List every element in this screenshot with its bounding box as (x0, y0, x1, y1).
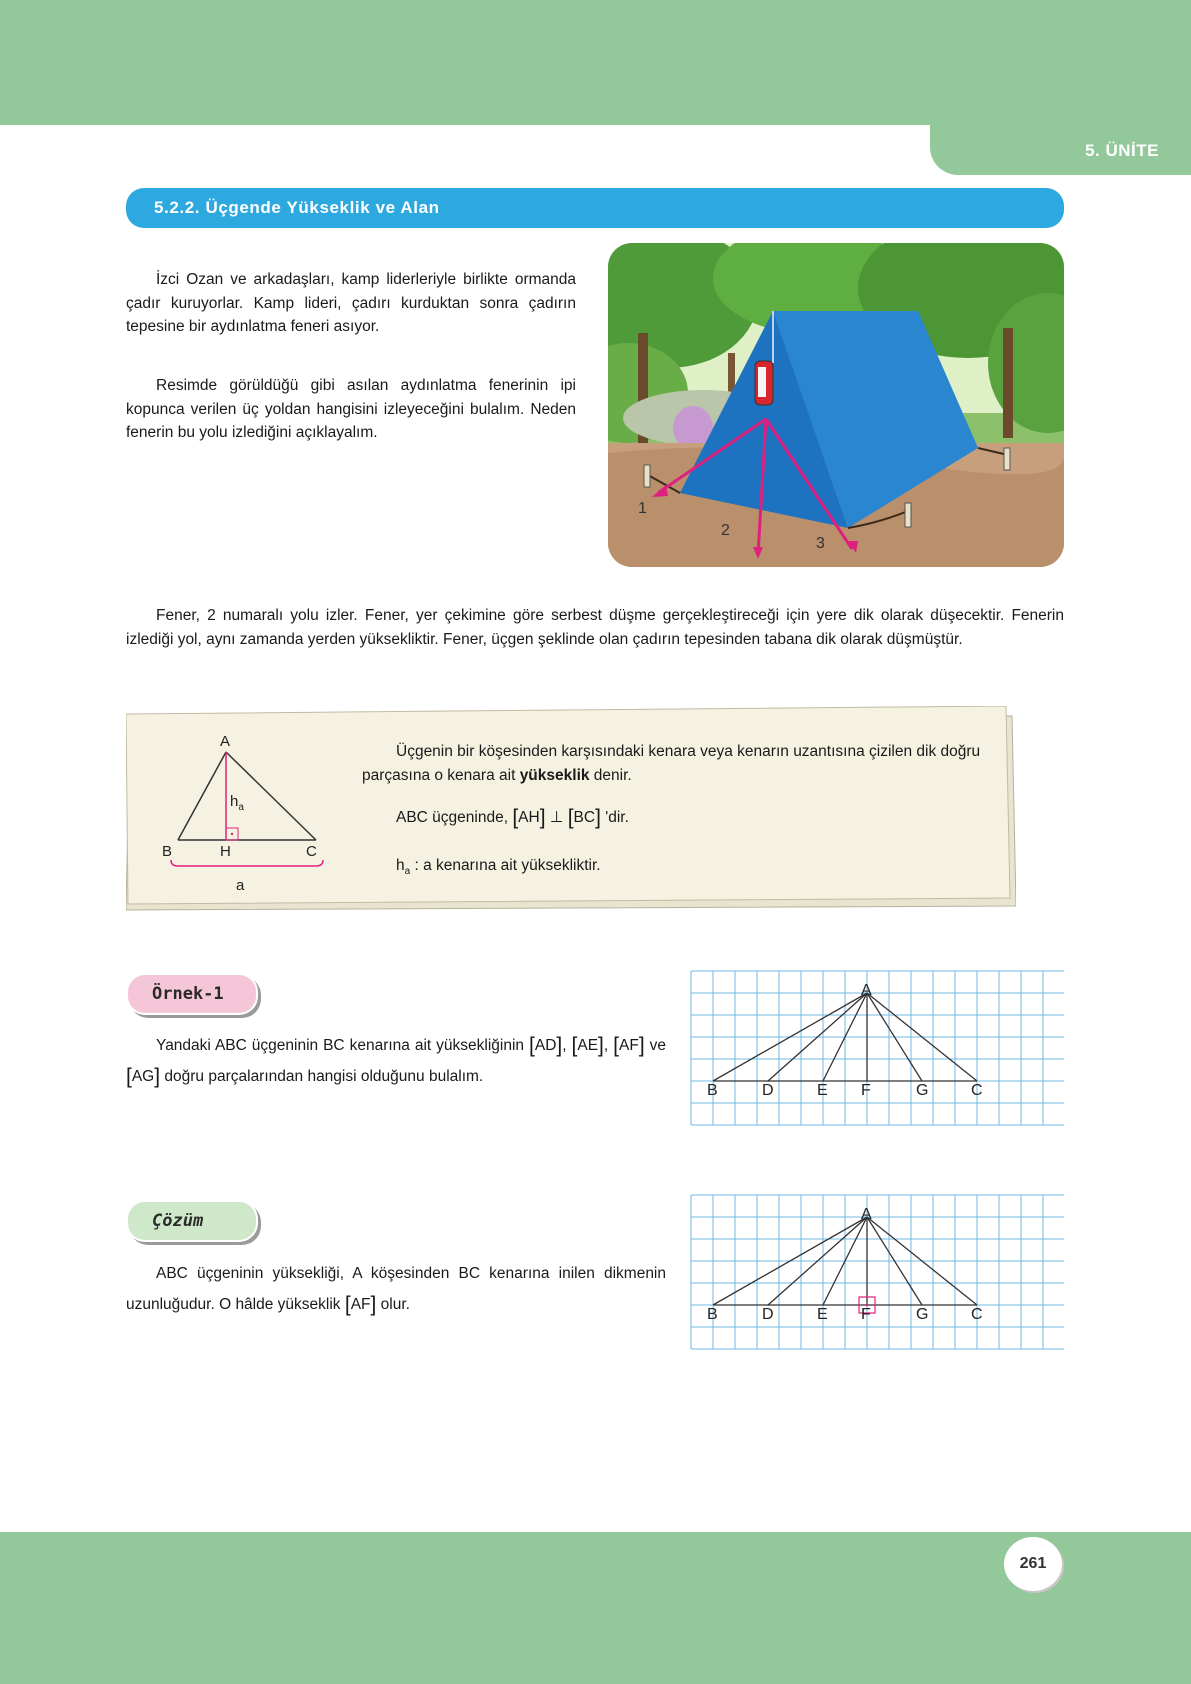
vertex-a-label: A (220, 733, 231, 750)
unit-tab (930, 125, 1191, 175)
grid-label-b: B (707, 1082, 718, 1099)
grid-label-d: D (762, 1082, 774, 1099)
section-title: 5.2.2. Üçgende Yükseklik ve Alan (154, 198, 440, 217)
path-1-label: 1 (638, 500, 647, 517)
height-label: $h_a$ (230, 793, 244, 813)
grid-lines (691, 1195, 1064, 1349)
grid-label-d: D (762, 1306, 774, 1323)
answer-paragraph: Fener, 2 numaralı yolu izler. Fener, yer çekimine göre serbest düşme gerçekleştireceği için yere dik olarak düşecektir. Fenerin izlediği yol, aynı zamanda yerden yüksekliktir. Fener, üçgen şeklinde olan çadırın tepesinden tabana dik olarak düşmüştür. (126, 607, 1064, 648)
tent-illustration (608, 243, 1064, 567)
foot-h-label: H (220, 843, 231, 860)
definition-keyword: yükseklik (519, 767, 590, 784)
page-number: 261 (1004, 1537, 1062, 1591)
grid-label-a: A (861, 1206, 872, 1223)
definition-height-line: $h_a$ : a kenarına ait yüksekliktir. (396, 857, 601, 878)
unit-label: 5. ÜNİTE (1085, 141, 1159, 160)
grid-label-c: C (971, 1306, 983, 1323)
definition-perpendicular-line: ABC üçgeninde, [AH] ⊥ [BC] 'dir. (396, 806, 629, 829)
tent-scene (608, 243, 1064, 567)
grid-label-e: E (817, 1306, 828, 1323)
intro-paragraph-1: İzci Ozan ve arkadaşları, kamp liderleriyle birlikte ormanda çadır kuruyorlar. Kamp lideri, çadırı kurduktan sonra çadırın tepesine bir aydınlatma feneri asıyor. (126, 271, 576, 335)
example-grid-diagram (690, 970, 1064, 1142)
grid-label-g: G (916, 1306, 929, 1323)
grid-label-c: C (971, 1082, 983, 1099)
example-text: Yandaki ABC üçgeninin BC kenarına ait yüksekliğinin [AD], [AE], [AF] ve [AG] doğru parçalarından hangisi olduğunu bulalım. (126, 1034, 666, 1088)
grid-label-g: G (916, 1082, 929, 1099)
top-curve (0, 125, 940, 165)
solution-grid-diagram (690, 1194, 1064, 1366)
grid-label-e: E (817, 1082, 828, 1099)
top-band (0, 0, 1191, 125)
example-label-pill: Örnek-1 (126, 973, 258, 1015)
definition-text: Üçgenin bir köşesinden karşısındaki kenara veya kenarın uzantısına çizilen dik doğru parçasına o kenara ait yükseklik denir. (362, 743, 981, 784)
section-header (126, 188, 1064, 228)
vertex-c-label: C (306, 843, 317, 860)
path-3-label: 3 (816, 535, 825, 552)
base-label: a (236, 877, 245, 894)
path-2-label: 2 (721, 522, 730, 539)
grid-label-f: F (861, 1306, 871, 1323)
grid-label-a: A (861, 982, 872, 999)
grid-label-b: B (707, 1306, 718, 1323)
grid-label-f: F (861, 1082, 871, 1099)
vertex-b-label: B (162, 843, 173, 860)
solution-text: ABC üçgeninin yüksekliği, A köşesinden BC kenarına inilen dikmenin uzunluğudur. O hâlde yükseklik [AF] olur. (126, 1265, 666, 1316)
intro-paragraph-2: Resimde görüldüğü gibi asılan aydınlatma fenerinin ipi kopunca verilen üç yoldan hangisini izleyeceğini bulalım. Neden fenerin bu yolu izlediğini açıklayalım. (126, 377, 576, 441)
grid-lines (691, 971, 1064, 1125)
solution-label-pill: Çözüm (126, 1200, 258, 1242)
